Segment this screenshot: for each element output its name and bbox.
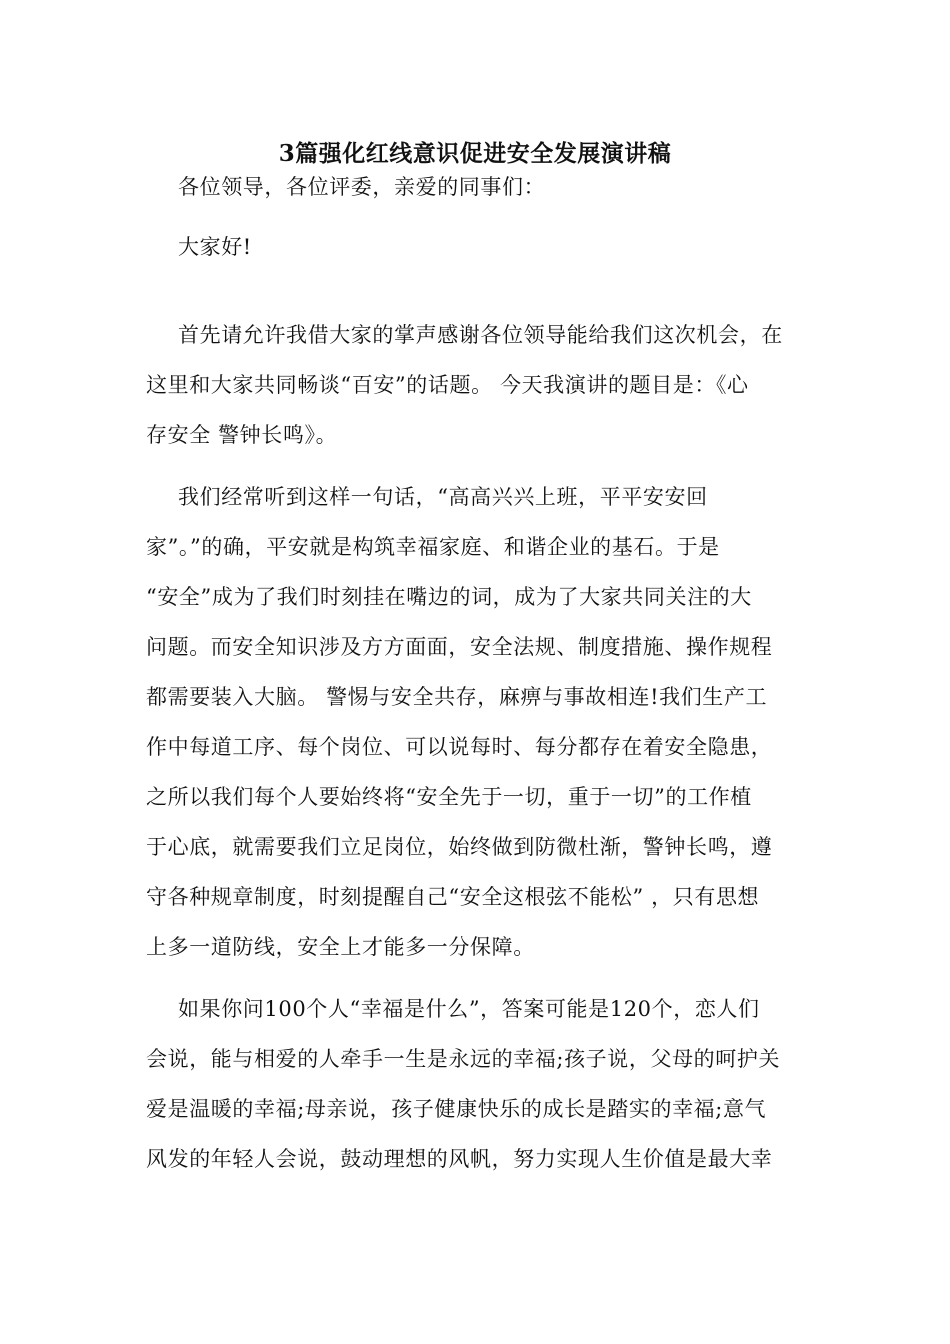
paragraph-2-line-1: 我们经常听到这样一句话，“高高兴兴上班，平平安安回 xyxy=(178,485,708,509)
salutation-line: 各位领导，各位评委，亲爱的同事们： xyxy=(178,175,546,199)
paragraph-2-line-9: 守各种规章制度，时刻提醒自己“安全这根弦不能松” ，只有思想 xyxy=(146,885,760,909)
paragraph-2-line-4: 问题。而安全知识涉及方方面面，安全法规、制度措施、操作规程 xyxy=(146,635,773,659)
paragraph-2-line-3: “安全”成为了我们时刻挂在嘴边的词，成为了大家共同关注的大 xyxy=(146,585,752,609)
paragraph-2-line-10: 上多一道防线，安全上才能多一分保障。 xyxy=(146,935,535,959)
greeting-line: 大家好! xyxy=(178,235,252,259)
paragraph-1-line-2: 这里和大家共同畅谈“百安”的话题。 今天我演讲的题目是：《心 xyxy=(146,373,749,397)
paragraph-3-line-4: 风发的年轻人会说，鼓动理想的风帆，努力实现人生价值是最大幸 xyxy=(146,1147,773,1171)
document-title: 3篇强化红线意识促进安全发展演讲稿 xyxy=(278,140,672,167)
paragraph-2-line-2: 家”。”的确，平安就是构筑幸福家庭、和谐企业的基石。于是 xyxy=(146,535,720,559)
paragraph-2-line-6: 作中每道工序、每个岗位、可以说每时、每分都存在着安全隐患， xyxy=(146,735,773,759)
paragraph-2-line-8: 于心底，就需要我们立足岗位，始终做到防微杜渐，警钟长鸣，遵 xyxy=(146,835,773,859)
paragraph-3-line-1: 如果你问100个人“幸福是什么”，答案可能是120个，恋人们 xyxy=(178,997,760,1021)
paragraph-1-line-3: 存安全 警钟长鸣》。 xyxy=(146,423,338,447)
paragraph-2-line-7: 之所以我们每个人要始终将“安全先于一切，重于一切”的工作植 xyxy=(146,785,752,809)
paragraph-3-line-2: 会说，能与相爱的人牵手一生是永远的幸福;孩子说，父母的呵护关 xyxy=(146,1047,781,1071)
paragraph-1-line-1: 首先请允许我借大家的掌声感谢各位领导能给我们这次机会，在 xyxy=(178,323,783,347)
paragraph-3-line-3: 爱是温暖的幸福;母亲说，孩子健康快乐的成长是踏实的幸福;意气 xyxy=(146,1097,767,1121)
paragraph-2-line-5: 都需要装入大脑。 警惕与安全共存，麻痹与事故相连!我们生产工 xyxy=(146,685,768,709)
